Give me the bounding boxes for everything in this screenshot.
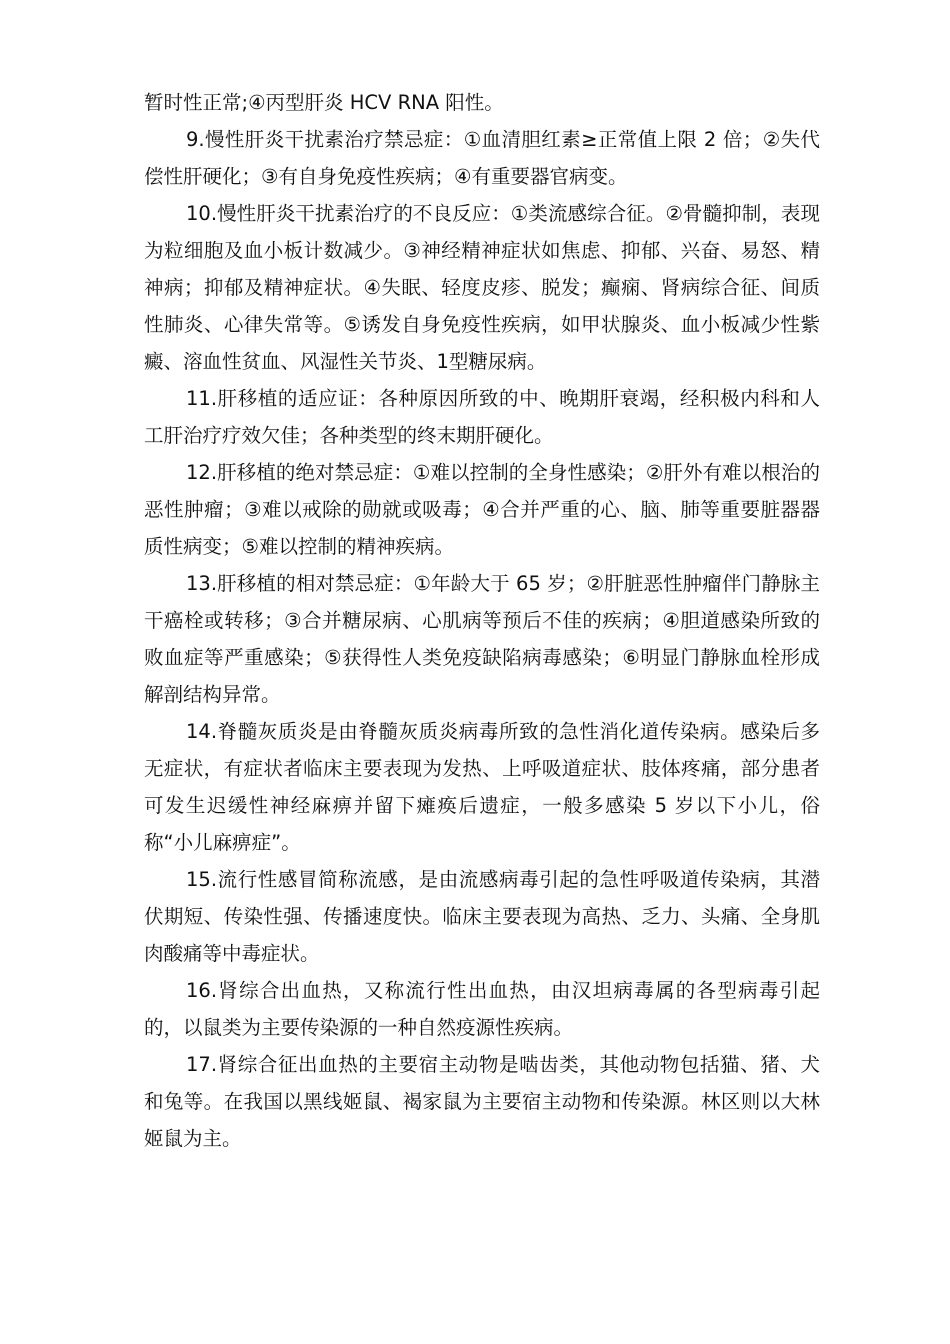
paragraph-item-9: 9.慢性肝炎干扰素治疗禁忌症：①血清胆红素≥正常值上限 2 倍；②失代偿性肝硬化；③有自身免疫性疾病；④有重要器官病变。 [144,128,820,188]
paragraph-item-14: 14.脊髓灰质炎是由脊髓灰质炎病毒所致的急性消化道传染病。感染后多无症状，有症状者临床主要表现为发热、上呼吸道症状、肢体疼痛，部分患者可发生迟缓性神经麻痹并留下瘫痪后遗症，一般多感染 5 岁以下小儿，俗称“小儿麻痹症”。 [144,720,820,854]
paragraph-item-10: 10.慢性肝炎干扰素治疗的不良反应：①类流感综合征。②骨髓抑制，表现为粒细胞及血小板计数减少。③神经精神症状如焦虑、抑郁、兴奋、易怒、精神病；抑郁及精神症状。④失眠、轻度皮疹、脱发；癫痫、肾病综合征、间质性肺炎、心律失常等。⑤诱发自身免疫性疾病，如甲状腺炎、血小板减少性紫癜、溶血性贫血、风湿性关节炎、1型糖尿病。 [144,202,820,373]
paragraph-continuation: 暂时性正常;④丙型肝炎 HCV RNA 阳性。 [144,91,504,114]
paragraph-item-12: 12.肝移植的绝对禁忌症：①难以控制的全身性感染；②肝外有难以根治的恶性肿瘤；③难以戒除的勋就或吸毒；④合并严重的心、脑、肺等重要脏器器质性病变；⑤难以控制的精神疾病。 [144,461,820,558]
paragraph-item-17: 17.肾综合征出血热的主要宿主动物是啮齿类，其他动物包括猫、猪、犬和兔等。在我国以黑线姬鼠、褐家鼠为主要宿主动物和传染源。林区则以大林姬鼠为主。 [144,1053,820,1150]
paragraph-item-15: 15.流行性感冒简称流感，是由流感病毒引起的急性呼吸道传染病，其潜伏期短、传染性强、传播速度快。临床主要表现为高热、乏力、头痛、全身肌肉酸痛等中毒症状。 [144,868,820,965]
paragraph-item-11: 11.肝移植的适应证：各种原因所致的中、晚期肝衰竭，经积极内科和人工肝治疗疗效欠佳；各种类型的终末期肝硬化。 [144,387,820,447]
paragraph-item-13: 13.肝移植的相对禁忌症：①年龄大于 65 岁；②肝脏恶性肿瘤伴门静脉主干癌栓或转移；③合并糖尿病、心肌病等预后不佳的疾病；④胆道感染所致的败血症等严重感染；⑤获得性人类免疫缺陷病毒感染；⑥明显门静脉血栓形成解剖结构异常。 [144,572,820,706]
paragraph-item-16: 16.肾综合出血热，又称流行性出血热，由汉坦病毒属的各型病毒引起的，以鼠类为主要传染源的一种自然疫源性疾病。 [144,979,820,1039]
document-body [144,84,820,1157]
